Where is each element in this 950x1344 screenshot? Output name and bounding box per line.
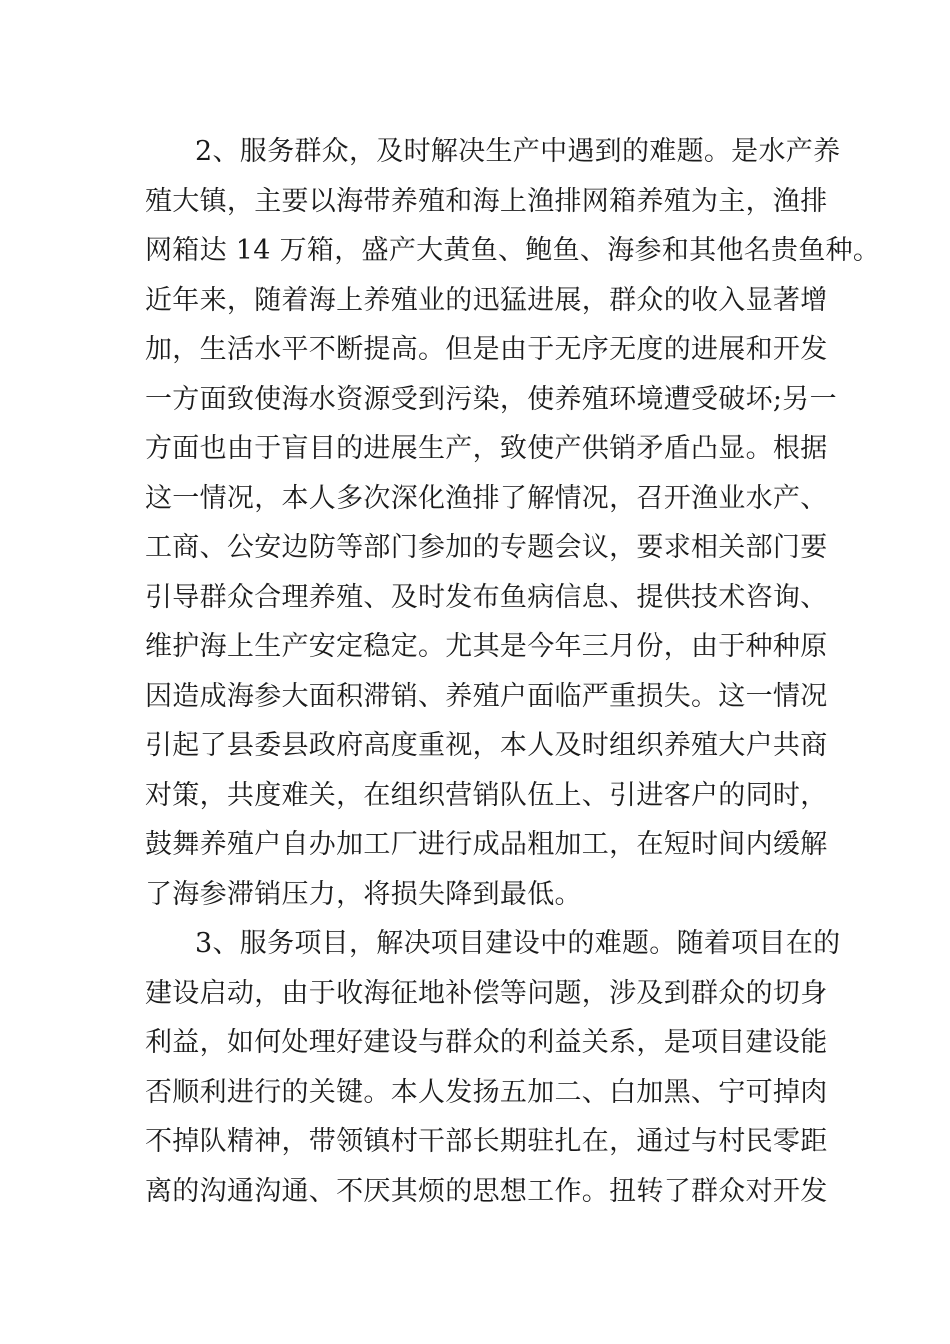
paragraph-1-line-14: 对策，共度难关，在组织营销队伍上、引进客户的同时， bbox=[145, 779, 828, 811]
paragraph-1-line-4: 近年来，随着海上养殖业的迅猛进展，群众的收入显著增 bbox=[145, 284, 828, 316]
paragraph-1-line-3: 网箱达 14 万箱，盛产大黄鱼、鲍鱼、海参和其他名贵鱼种。 bbox=[145, 235, 881, 266]
paragraph-1-line-1: 2、服务群众，及时解决生产中遇到的难题。是水产养 bbox=[195, 136, 841, 167]
paragraph-1-line-8: 这一情况，本人多次深化渔排了解情况，召开渔业水产、 bbox=[145, 482, 828, 514]
paragraph-1-line-11: 维护海上生产安定稳定。尤其是今年三月份，由于种种原 bbox=[145, 631, 828, 662]
paragraph-1-line-7: 方面也由于盲目的进展生产，致使产供销矛盾凸显。根据 bbox=[145, 433, 828, 464]
paragraph-2-line-3: 利益，如何处理好建设与群众的利益关系，是项目建设能 bbox=[145, 1027, 828, 1058]
paragraph-2-line-1: 3、服务项目，解决项目建设中的难题。随着项目在的 bbox=[195, 928, 841, 959]
paragraph-2-line-2: 建设启动，由于收海征地补偿等问题，涉及到群众的切身 bbox=[145, 977, 828, 1009]
paragraph-1-line-5: 加，生活水平不断提高。但是由于无序无度的进展和开发 bbox=[145, 334, 828, 365]
paragraph-1-line-10: 引导群众合理养殖、及时发布鱼病信息、提供技术咨询、 bbox=[145, 581, 828, 613]
paragraph-2-line-5: 不掉队精神，带领镇村干部长期驻扎在，通过与村民零距 bbox=[145, 1126, 828, 1157]
paragraph-1-line-9: 工商、公安边防等部门参加的专题会议，要求相关部门要 bbox=[145, 532, 828, 563]
paragraph-1-line-15: 鼓舞养殖户自办加工厂进行成品粗加工，在短时间内缓解 bbox=[145, 829, 828, 860]
paragraph-1-line-16: 了海参滞销压力，将损失降到最低。 bbox=[145, 878, 582, 910]
paragraph-2-line-4: 否顺利进行的关键。本人发扬五加二、白加黑、宁可掉肉 bbox=[145, 1076, 828, 1108]
paragraph-1-line-6: 一方面致使海水资源受到污染，使养殖环境遭受破坏;另一 bbox=[145, 383, 837, 415]
paragraph-1-line-12: 因造成海参大面积滞销、养殖户面临严重损失。这一情况 bbox=[145, 680, 828, 712]
document-body bbox=[145, 127, 881, 1216]
paragraph-1-line-2: 殖大镇，主要以海带养殖和海上渔排网箱养殖为主，渔排 bbox=[145, 185, 828, 217]
paragraph-2-line-6: 离的沟通沟通、不厌其烦的思想工作。扭转了群众对开发 bbox=[145, 1175, 828, 1207]
paragraph-1-line-13: 引起了县委县政府高度重视，本人及时组织养殖大户共商 bbox=[145, 730, 828, 761]
